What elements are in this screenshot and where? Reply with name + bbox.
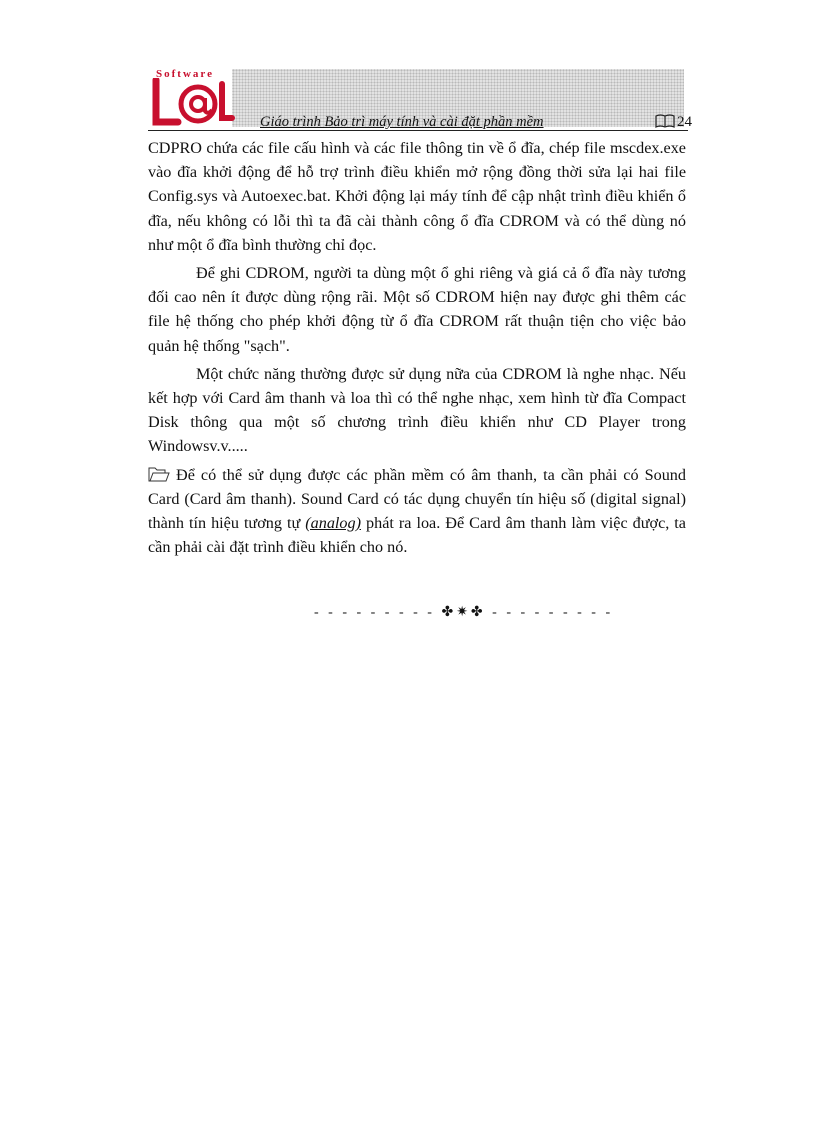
folder-icon <box>148 467 170 482</box>
analog-term: (analog) <box>305 514 361 533</box>
header-rule <box>148 130 688 131</box>
paragraph-4-text-end: phát ra loa. Để Card âm thanh làm việc được, ta cần phải cài đặt trình điều khiển cho nó. <box>148 514 686 557</box>
logo-text: Software <box>156 68 214 80</box>
main-content <box>148 136 686 563</box>
software-logo <box>148 66 236 130</box>
paragraph-2: Để ghi CDROM, người ta dùng một ổ ghi riêng và giá cả ổ đĩa này tương đối cao nên ít được dùng rộng rãi. Một số CDROM hiện nay được ghi thêm các file hệ thống cho phép khởi động từ ổ đĩa CDROM rất thuận tiện cho việc bảo quản hệ thống "sạch". <box>148 264 686 355</box>
page-header <box>148 66 692 132</box>
section-divider: - - - - - - - - - ✤✷✤ - - - - - - - - - <box>314 605 614 620</box>
page-number-group <box>655 114 692 131</box>
logo-mark-icon <box>148 78 236 128</box>
header-title: Giáo trình Bảo trì máy tính và cài đặt phần mềm <box>260 114 544 130</box>
book-icon <box>655 114 675 128</box>
paragraph-4 <box>148 463 686 560</box>
paragraph-1: CDPRO chứa các file cấu hình và các file thông tin về ổ đĩa, chép file mscdex.exe vào đĩa khởi động để hỗ trợ trình điều khiển mở rộng đồng thời sửa lại hai file Config.sys và Autoexec.bat. Khởi động lại máy tính để cập nhật trình điều khiển ổ đĩa, nếu không có lỗi thì ta đã cài thành công ổ đĩa CDROM và có thể dùng nó như một ổ đĩa bình thường chỉ đọc. <box>148 139 686 254</box>
paragraph-4-text: Để có thể sử dụng được các phần mềm có âm thanh, ta cần phải có Sound Card (Card âm thanh). Sound Card có tác dụng chuyển tín hiệu số (digital signal) thành tín hiệu tương tự <box>148 465 686 533</box>
page-number: 24 <box>677 114 692 130</box>
paragraph-3: Một chức năng thường được sử dụng nữa của CDROM là nghe nhạc. Nếu kết hợp với Card âm thanh và loa thì có thể nghe nhạc, xem hình từ đĩa Compact Disk thông qua một số chương trình điều khiển như CD Player trong Windowsv.v..... <box>148 364 686 456</box>
